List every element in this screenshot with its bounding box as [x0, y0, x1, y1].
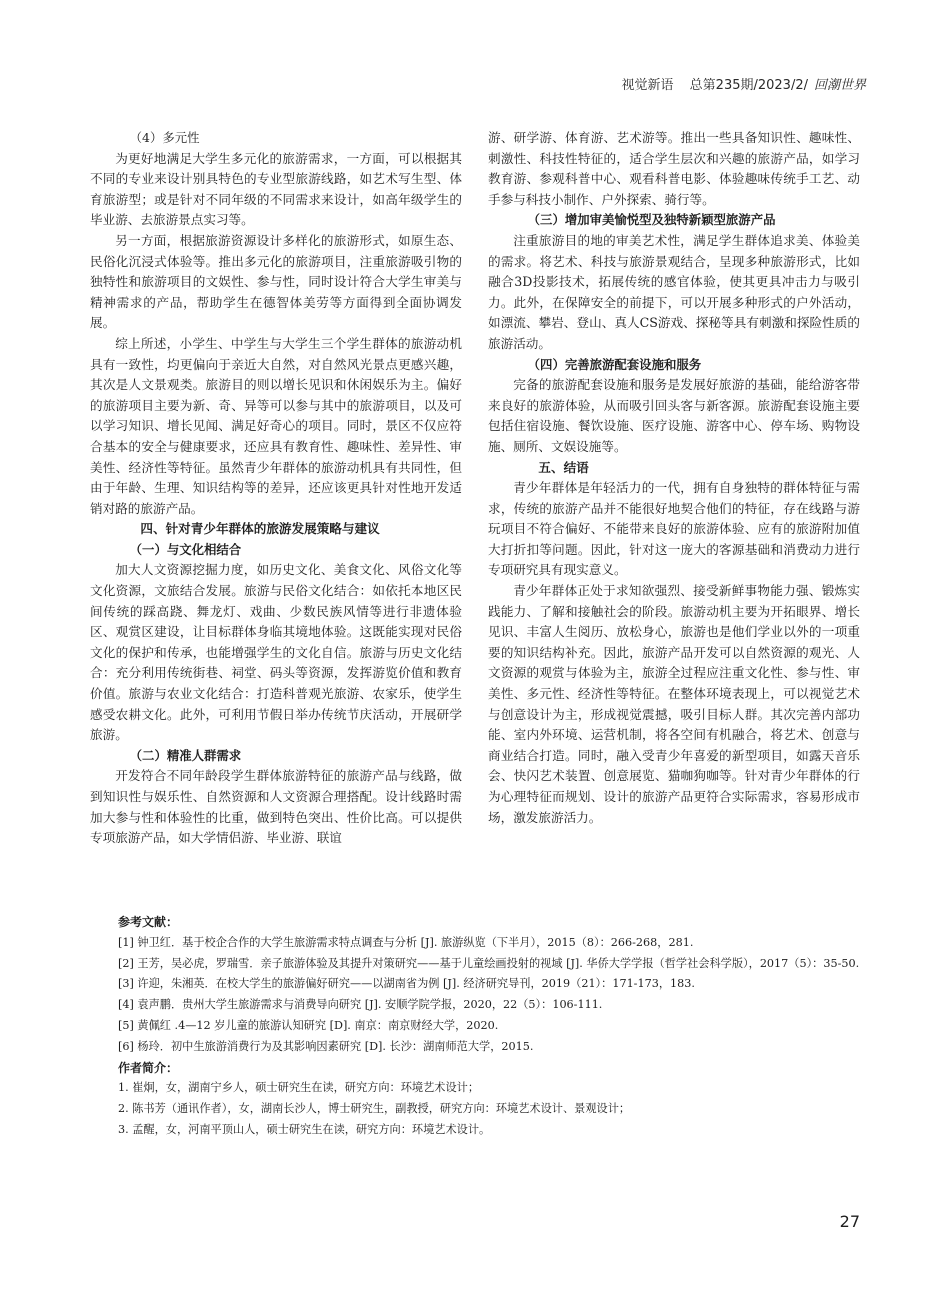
paragraph: 开发符合不同年龄段学生群体旅游特征的旅游产品与线路，做到知识性与娱乐性、自然资源和人文资源合理搭配。设计线路时需加大参与性和体验性的比重，做到特色突出、性价比高。可以提供专项旅游产品，如大学情侣游、毕业游、联谊 [90, 768, 462, 846]
paragraph: 为更好地满足大学生多元化的旅游需求，一方面，可以根据其不同的专业来设计别具特色的专业型旅游线路，如艺术写生型、体育旅游型；或是针对不同年级的不同需求来设计，如高年级学生的毕业游、去旅游景点实习等。 [90, 150, 462, 228]
references-label: 参考文献： [118, 915, 179, 929]
subsection-heading-4: （四）完善旅游配套设施和服务 [527, 356, 702, 372]
reference-item: [5] 黄佩红 .4—12 岁儿童的旅游认知研究 [D]. 南京：南京财经大学，2020. [118, 1018, 499, 1032]
reference-item: [3] 许迎，朱湘英．在校大学生的旅游偏好研究——以湖南省为例 [J]. 经济研究导刊，2019（21）：171-173，183. [118, 977, 695, 991]
section-heading-4: 四、针对青少年群体的旅游发展策略与建议 [140, 521, 380, 537]
paragraph: 青少年群体正处于求知欲强烈、接受新鲜事物能力强、锻炼实践能力、了解和接触社会的阶段。旅游动机主要为开拓眼界、增长见识、丰富人生阅历、放松身心，旅游也是他们学业以外的一项重要的知识结构补充。因此，旅游产品开发可以自然资源的观光、人文资源的观赏与体验为主，旅游全过程应注重文化性、参与性、审美性、多元性、经济性等特征。在整体环境表现上，可以视觉艺术与创意设计为主，形成视觉震撼，吸引目标人群。其次完善内部功能、室内外环境、运营机制，将各空间有机融合，将艺术、创意与商业结合打造。同时，融入受青少年喜爱的新型项目，如露天音乐会、快闪艺术装置、创意展览、猫咖狗咖等。针对青少年群体的行为心理特征而规划、设计的旅游产品更符合实际需求，容易形成市场，激发旅游活力。 [488, 583, 860, 825]
paragraph: 完备的旅游配套设施和服务是发展好旅游的基础，能给游客带来良好的旅游体验，从而吸引回头客与新客源。旅游配套设施主要包括住宿设施、餐饮设施、医疗设施、游客中心、停车场、购物设施、厕所、文娱设施等。 [488, 377, 860, 454]
authors-label: 作者简介： [118, 1060, 179, 1075]
reference-item: [6] 杨玲．初中生旅游消费行为及其影响因素研究 [D]. 长沙：湖南师范大学，2015. [118, 1039, 534, 1053]
reference-item: [4] 袁声鹏．贵州大学生旅游需求与消费导向研究 [J]. 安顺学院学报，2020，22（5）：106-111. [118, 998, 603, 1012]
subsection-diversity: （4）多元性 [129, 130, 200, 145]
paragraph: 加大人文资源挖掘力度，如历史文化、美食文化、风俗文化等文化资源，文旅结合发展。旅游与民俗文化结合：如依托本地区民间传统的踩高跷、舞龙灯、戏曲、少数民族风情等进行非遗体验区、观赏区建设，让目标群体身临其境地体验。这既能实现对民俗文化的保护和传承，也能增强学生的文化自信。旅游与历史文化结合：充分利用传统街巷、祠堂、码头等资源，发挥游览价值和教育价值。旅游与农业文化结合：打造科普观光旅游、农家乐，使学生感受农耕文化。此外，可利用节假日举办传统节庆活动，开展研学旅游。 [90, 562, 462, 743]
author-item: 3. 孟醒，女，河南平顶山人，硕士研究生在读，研究方向：环境艺术设计。 [118, 1122, 491, 1136]
page-number: 27 [839, 1212, 860, 1231]
header-issue: 总第235期/2023/2/ [689, 78, 808, 93]
author-item: 1. 崔炯，女，湖南宁乡人，硕士研究生在读，研究方向：环境艺术设计； [118, 1081, 480, 1095]
paragraph: 青少年群体是年轻活力的一代，拥有自身独特的群体特征与需求，传统的旅游产品并不能很好地契合他们的特征，存在线路与游玩项目不符合偏好、不能带来良好的旅游体验、应有的旅游附加值大打折扣等问题。因此，针对这一庞大的客源基础和消费动力进行专项研究具有现实意义。 [488, 480, 860, 578]
reference-item: [1] 钟卫红．基于校企合作的大学生旅游需求特点调查与分析 [J]. 旅游纵览（下半月），2015（8）：266-268，281. [118, 935, 694, 949]
subsection-heading-2: （二）精准人群需求 [129, 747, 242, 763]
section-heading-5: 五、结语 [538, 459, 589, 475]
right-column [488, 128, 860, 828]
left-column [90, 128, 462, 849]
running-header [610, 74, 866, 93]
paragraph: 综上所述，小学生、中学生与大学生三个学生群体的旅游动机具有一致性，均更偏向于亲近大自然，对自然风光景点更感兴趣，其次是人文景观类。旅游目的则以增长见识和休闲娱乐为主。偏好的旅游项目主要为新、奇、异等可以参与其中的旅游项目，以及可以学习知识、增长见闻、满足好奇心的项目。同时，景区不仅应符合基本的安全与健康要求，还应具有教育性、趣味性、差异性、审美性、经济性等特征。虽然青少年群体的旅游动机具有共同性，但由于年龄、生理、知识结构等的差异，还应该更具针对性地开发适销对路的旅游产品。 [90, 335, 462, 516]
references-section [118, 912, 866, 1141]
paragraph: 游、研学游、体育游、艺术游等。推出一些具备知识性、趣味性、刺激性、科技性特征的，适合学生层次和兴趣的旅游产品，如学习教育游、参观科普中心、观看科普电影、体验趣味传统手工艺、动手参与科技小制作、户外探索、骑行等。 [488, 130, 860, 207]
journal-logo: 回潮世界 [813, 78, 866, 93]
author-item: 2. 陈书芳（通讯作者），女，湖南长沙人，博士研究生，副教授，研究方向：环境艺术设计、景观设计； [118, 1102, 631, 1116]
subsection-heading-3: （三）增加审美愉悦型及独特新颖型旅游产品 [527, 212, 776, 228]
header-column-name: 视觉新语 [621, 78, 674, 93]
paragraph: 另一方面，根据旅游资源设计多样化的旅游形式，如原生态、民俗化沉浸式体验等。推出多元化的旅游项目，注重旅游吸引物的独特性和旅游项目的文娱性、参与性，同时设计符合大学生审美与精神需求的产品，帮助学生在德智体美劳等方面得到全面协调发展。 [90, 232, 462, 331]
paragraph: 注重旅游目的地的审美艺术性，满足学生群体追求美、体验美的需求。将艺术、科技与旅游景观结合，呈现多种旅游形式，比如融合3D投影技术，拓展传统的感官体验，使其更具冲击力与吸引力。此外，在保障安全的前提下，可以开展多种形式的户外活动，如漂流、攀岩、登山、真人CS游戏、探秘等具有刺激和探险性质的旅游活动。 [488, 232, 860, 351]
subsection-heading-1: （一）与文化相结合 [129, 541, 242, 557]
reference-item: [2] 王芳，吴必虎，罗瑞雪．亲子旅游体验及其提升对策研究——基于儿童绘画投射的视域 [J]. 华侨大学学报（哲学社会科学版），2017（5）：35-50. [118, 956, 860, 970]
